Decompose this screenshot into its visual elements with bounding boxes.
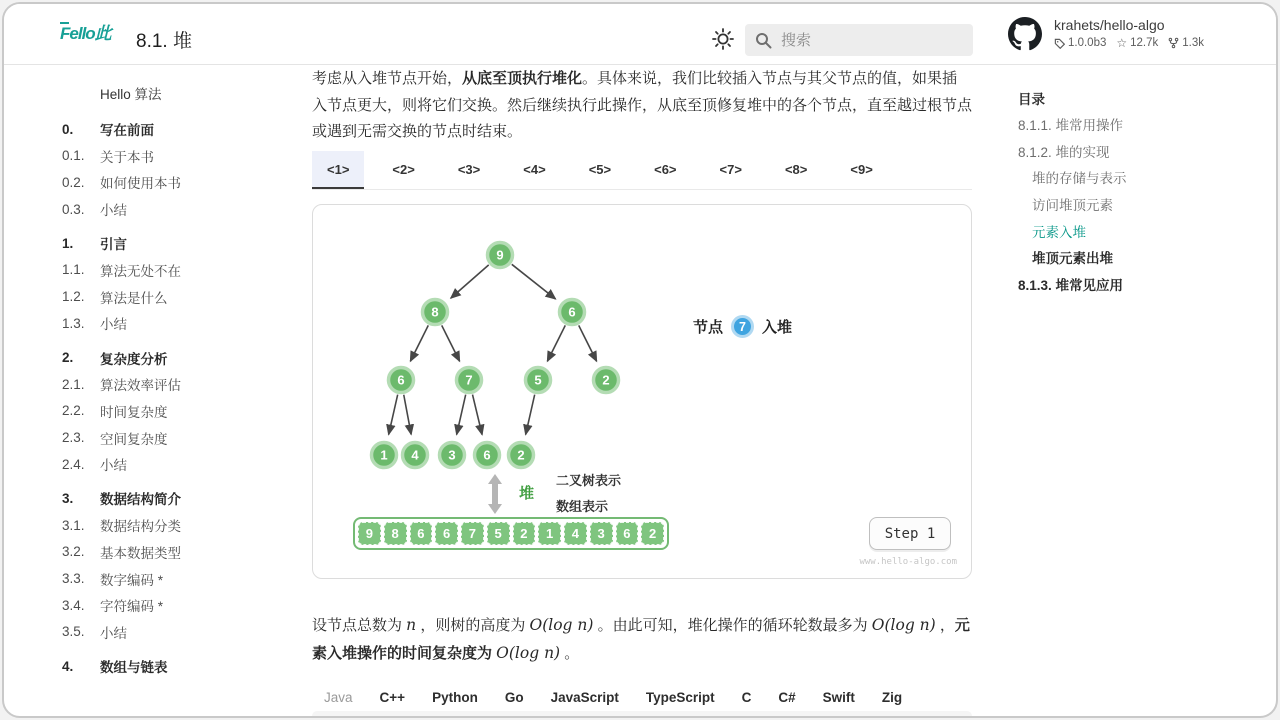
sidebar-item[interactable] (62, 512, 300, 539)
tree-edge (457, 395, 466, 435)
star-icon: ☆ (1116, 36, 1128, 50)
sidebar-item-number: 3.1. (62, 517, 85, 533)
tree-node-value: 6 (568, 304, 576, 320)
language-tabs (324, 682, 902, 712)
language-tab[interactable]: Zig (881, 689, 903, 705)
language-tab[interactable]: Python (432, 689, 478, 705)
sidebar-item-label: Hello 算法 (100, 87, 162, 103)
sidebar-item[interactable] (62, 116, 300, 143)
text-segment: ， (935, 617, 955, 634)
tree-node-value: 6 (483, 447, 491, 463)
stars-badge: ☆ 12.7k (1116, 36, 1159, 50)
array-cell: 8 (384, 522, 407, 545)
language-tab[interactable]: Go (504, 689, 524, 705)
text-segment: 考虑从入堆节点开始， (312, 70, 463, 87)
toc-item[interactable]: 堆顶元素出堆 (1032, 251, 1113, 267)
sidebar-item[interactable] (62, 371, 300, 398)
tree-node-value: 8 (431, 304, 439, 320)
tree-edge (579, 325, 597, 361)
figure-tab[interactable]: <3> (443, 151, 495, 189)
theme-toggle-button[interactable] (709, 26, 737, 54)
sidebar-item[interactable] (62, 344, 300, 371)
github-icon (1008, 17, 1042, 51)
sidebar-item-number: 3.5. (62, 624, 85, 640)
array-cell: 3 (590, 522, 613, 545)
tree-edge (547, 325, 565, 361)
header (4, 4, 1276, 64)
tree-representation-label: 二叉树表示 (556, 473, 622, 488)
sidebar-item[interactable] (62, 653, 300, 680)
forks-badge: 1.3k (1168, 37, 1204, 49)
figure-tab[interactable]: <2> (377, 151, 429, 189)
sidebar-item-number: 4. (62, 658, 74, 674)
tree-node-value: 2 (517, 447, 525, 463)
sidebar-item[interactable] (62, 539, 300, 566)
updown-arrow-icon (487, 473, 503, 515)
text-segment: 。由此可知，堆化操作的循环轮数最多为 (593, 617, 872, 634)
code-block-top (312, 711, 972, 718)
sidebar-item-number: 3. (62, 490, 74, 506)
sidebar-item[interactable] (62, 451, 300, 478)
sidebar-item-label: 算法是什么 (100, 290, 168, 306)
tree-node-value: 5 (534, 372, 542, 388)
toc-nav (1018, 86, 1268, 300)
figure-tab[interactable]: <1> (312, 151, 364, 189)
tree-node-value: 2 (602, 372, 610, 388)
array-cell: 6 (435, 522, 458, 545)
math-expression: O(log n) (496, 643, 561, 662)
insert-prefix: 节点 (693, 319, 724, 336)
array-cell: 6 (616, 522, 639, 545)
fig-tabs (312, 151, 972, 190)
toc-title: 目录 (1018, 92, 1045, 107)
sidebar-item[interactable] (62, 398, 300, 425)
sidebar-item-label: 数据结构分类 (100, 519, 181, 535)
intro-paragraph (312, 66, 972, 146)
tree-edge (389, 395, 398, 435)
language-tab[interactable]: C++ (379, 689, 406, 705)
sidebar-item-label: 复杂度分析 (100, 351, 168, 367)
sidebar-item[interactable] (62, 142, 300, 169)
sidebar-item[interactable] (62, 592, 300, 619)
sidebar-item-number: 0.2. (62, 174, 85, 190)
array-cell: 1 (538, 522, 561, 545)
insert-node-circle: 7 (731, 315, 754, 338)
sidebar-item-number: 0. (62, 121, 74, 137)
text-segment: 。 (560, 644, 580, 662)
sidebar-item[interactable] (62, 310, 300, 337)
fork-icon (1168, 37, 1179, 49)
repo-name: krahets/hello-algo (1054, 17, 1165, 33)
sidebar-nav (62, 80, 300, 679)
sidebar-item-number: 3.3. (62, 571, 85, 587)
tree-node-value: 6 (397, 372, 405, 388)
complexity-paragraph (312, 612, 984, 667)
language-tab[interactable]: Swift (822, 689, 855, 705)
text-segment: 元素入堆操作的时间复杂度为 (312, 617, 970, 662)
sidebar-item[interactable] (62, 565, 300, 592)
array-cell: 2 (641, 522, 664, 545)
repo-meta (1054, 36, 1204, 50)
search-box[interactable] (745, 24, 973, 56)
sidebar-item[interactable] (62, 80, 300, 107)
sidebar-item-number: 3.4. (62, 597, 85, 613)
language-tab[interactable]: Java (324, 689, 353, 705)
tree-edge (442, 325, 460, 361)
brightness-icon (710, 26, 736, 52)
array-cell: 9 (358, 522, 381, 545)
sidebar-item-label: 字符编码 * (100, 599, 164, 615)
sidebar-item[interactable] (62, 485, 300, 512)
sidebar-item-number: 2. (62, 350, 74, 366)
hello-algo-logo[interactable]: Fello此 (60, 24, 111, 43)
toc-items (1018, 113, 1268, 300)
tree-edge (526, 395, 535, 435)
insert-suffix: 入堆 (762, 319, 793, 336)
insert-node-label (693, 315, 792, 338)
heap-array (353, 517, 669, 550)
sidebar-item-number: 2.4. (62, 456, 85, 472)
math-expression: n (406, 616, 417, 634)
tree-edge (404, 395, 411, 435)
tree-node-value: 3 (448, 447, 456, 463)
tree-node-value: 7 (465, 372, 473, 388)
toc-item[interactable]: 访问堆顶元素 (1032, 198, 1113, 214)
toc-item[interactable]: 8.1.2. 堆的实现 (1018, 144, 1110, 160)
sidebar-item[interactable] (62, 196, 300, 223)
text-segment: ，则树的高度为 (416, 617, 530, 634)
figure-tab[interactable]: <4> (508, 151, 560, 189)
sidebar-item[interactable] (62, 169, 300, 196)
language-tab[interactable]: TypeScript (645, 689, 715, 705)
sidebar-item-number: 2.1. (62, 376, 85, 392)
toc-item[interactable]: 8.1.3. 堆常见应用 (1018, 278, 1124, 294)
sidebar-item[interactable] (62, 619, 300, 646)
sidebar-item-label: 小结 (100, 317, 127, 333)
sidebar-item-label: 算法效率评估 (100, 378, 181, 394)
toc-item[interactable]: 元素入堆 (1032, 224, 1086, 240)
step-badge: Step 1 (869, 517, 951, 550)
sidebar-item-number: 0.3. (62, 201, 85, 217)
tree-edge (473, 395, 483, 435)
array-cell: 4 (564, 522, 587, 545)
tree-node-value: 4 (411, 447, 419, 463)
sidebar-item-label: 数字编码 * (100, 572, 164, 588)
toc-item[interactable]: 8.1.1. 堆常用操作 (1018, 118, 1124, 133)
tag-icon (1054, 38, 1065, 49)
browser-page (2, 2, 1278, 718)
page-title: 8.1. 堆 (136, 31, 192, 52)
figure-tab[interactable]: <8> (770, 151, 822, 189)
search-icon (755, 32, 772, 49)
array-cell: 2 (513, 522, 536, 545)
sidebar-item-label: 数据结构简介 (100, 492, 181, 508)
tree-edge (410, 325, 428, 361)
sidebar-item-label: 引言 (100, 237, 127, 253)
sidebar-item[interactable] (62, 424, 300, 451)
text-segment: 从底至顶执行堆化 (462, 70, 583, 87)
sidebar-item-label: 算法无处不在 (100, 263, 181, 279)
watermark: www.hello-algo.com (859, 557, 957, 567)
tree-node-value: 9 (496, 247, 504, 263)
sidebar-item-label: 空间复杂度 (100, 431, 168, 447)
array-cell: 6 (410, 522, 433, 545)
tree-edge (451, 265, 489, 298)
figure-tab[interactable]: <9> (835, 151, 887, 189)
sidebar-item-number: 1.1. (62, 262, 85, 278)
sidebar-item[interactable] (62, 257, 300, 284)
sidebar-item-label: 数组与链表 (100, 660, 168, 676)
array-cell: 7 (461, 522, 484, 545)
toc-item[interactable]: 堆的存储与表示 (1032, 171, 1127, 187)
text-segment: 设节点总数为 (312, 617, 407, 634)
sidebar-item-label: 基本数据类型 (100, 545, 181, 561)
sidebar-item[interactable] (62, 230, 300, 257)
sidebar-item-number: 2.3. (62, 430, 85, 446)
array-cell: 5 (487, 522, 510, 545)
math-expression: O(log n) (871, 616, 936, 634)
tree-edge (512, 264, 556, 299)
sidebar-item-label: 小结 (100, 203, 127, 219)
math-expression: O(log n) (529, 616, 594, 634)
sidebar-item-number: 2.2. (62, 403, 85, 419)
sidebar-item-label: 关于本书 (100, 149, 154, 165)
language-tab[interactable]: C (741, 689, 752, 705)
heap-label: 堆 (519, 485, 535, 502)
figure-tab[interactable]: <6> (639, 151, 691, 189)
sidebar-item-number: 1. (62, 235, 74, 251)
sidebar-item-label: 时间复杂度 (100, 404, 168, 420)
tree-node-value: 1 (380, 447, 388, 463)
version-badge: 1.0.0b3 (1054, 37, 1106, 49)
header-divider (4, 64, 1276, 65)
language-tab[interactable]: C# (778, 689, 796, 705)
sidebar-item-label: 小结 (100, 458, 127, 474)
language-tab[interactable]: JavaScript (550, 689, 619, 705)
sidebar-item-number: 1.2. (62, 289, 85, 305)
array-representation-label: 数组表示 (556, 499, 609, 514)
sidebar-item-number: 3.2. (62, 544, 85, 560)
sidebar-item-number: 1.3. (62, 315, 85, 331)
sidebar-item-number: 0.1. (62, 148, 85, 164)
sidebar-item-label: 如何使用本书 (100, 176, 181, 192)
sidebar-item-label: 小结 (100, 625, 127, 641)
github-repo-link[interactable] (1008, 17, 1204, 51)
search-input[interactable] (781, 32, 951, 49)
sidebar-item[interactable] (62, 283, 300, 310)
text-segment: 。具体来说，我们比较插入节点与其父节点的值，如果插入节点更大，则将它们交换。然后继续执行此操作，从底至顶修复堆中的各个节点，直至越过根节点或遇到无需交换的节点时结束。 (312, 70, 973, 140)
figure-tab[interactable]: <5> (574, 151, 626, 189)
figure-tab[interactable]: <7> (705, 151, 757, 189)
heap-figure (312, 204, 972, 579)
sidebar-item-label: 写在前面 (100, 123, 154, 139)
